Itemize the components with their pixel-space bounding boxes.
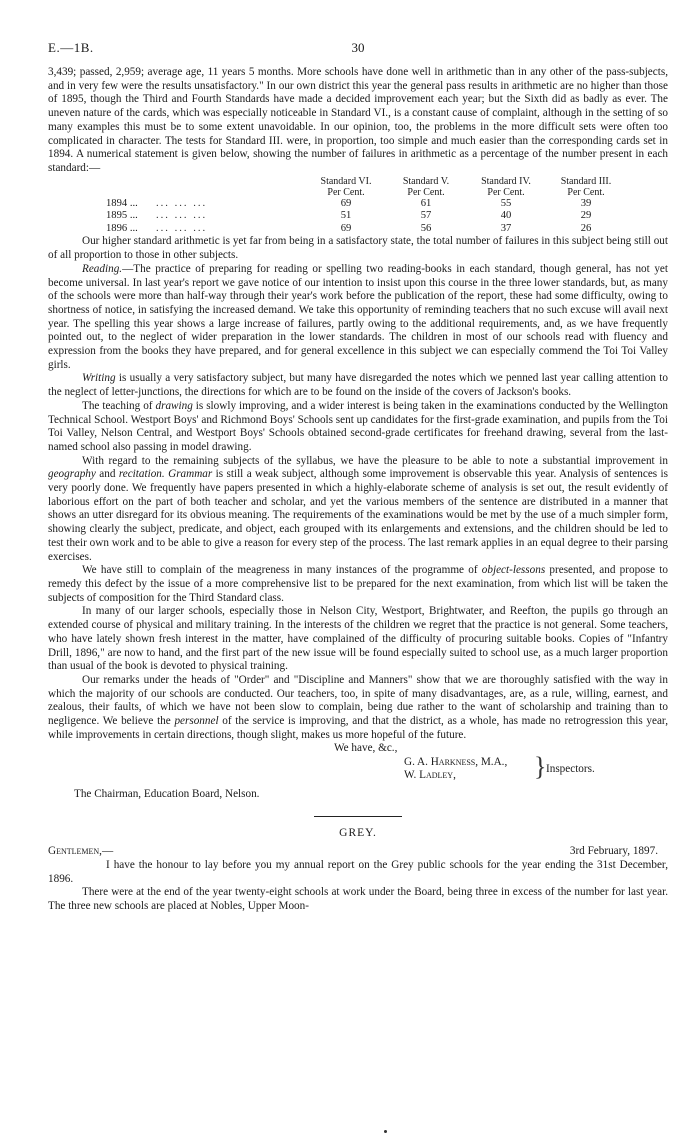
- document-body: [48, 66, 668, 914]
- personnel-term: personnel: [174, 715, 219, 728]
- drawing-text-a: The teaching of: [82, 399, 156, 412]
- object-lessons-term: object-lessons: [481, 564, 546, 577]
- closing: We have, &c.,: [334, 742, 398, 755]
- cell-value: 40: [500, 210, 512, 222]
- unit-std-v: Per Cent.: [407, 186, 445, 198]
- grammar-term: Grammar: [168, 468, 213, 481]
- cell-value: 61: [420, 197, 432, 209]
- cell-value: 56: [420, 222, 432, 234]
- paragraph-writing: [48, 372, 668, 399]
- writing-heading: Writing: [82, 372, 116, 385]
- paragraph-arithmetic: 3,439; passed, 2,959; average age, 11 years 5 months. More schools have done well in arithmetic than in any other of the pass-subjects, and in very few were the results unsatisfactory." In our own district this year the general pass results in arithmetic are no higher than those of 1895, though the Third and Fourth Standards have made a decided improvement each year; but the Sixth did as badly as ever. The uneven nature of the cards, which was especially noticeable in Standard VI., is a constant cause of complaint, although in the setting of so many examples this must be to some extent unavoidable. In our opinion, too, the problems in the more difficult sets were often too complicated in character. The tests for Standard III. were, in proportion, too simple and much easier than the corresponding cards set in 1894. A numerical statement is given below, showing the number of failures in arithmetic as a percentage of the number present in each standard:—: [48, 66, 668, 174]
- page-header: [48, 40, 668, 56]
- subjects-text-c: is still a weak subject, although some improvement is observable this year. Analysis of sentences is very poorly done. We frequently have papers presented in which a highly-elaborate scheme of analysis is set out, the result evidently of laborious effort on the part of both teacher and scholar, and yet the various members of the sentence are distributed in a manner that shows an utter disregard for its obvious meaning. The requirements of the examinations would be met by the use of a much simpler form, showing clearly the subject, predicate, and object, each grouped with its enlargements and extensions, and the children should be led to test their own work and to be able to give a reason for every step of the process. The last remark applies in an equal degree to their parsing exercises.: [48, 468, 669, 563]
- paragraph-object-lessons: [48, 564, 668, 605]
- subjects-text-b: and: [95, 468, 119, 481]
- reading-heading: Reading.: [82, 262, 123, 275]
- cell-value: 57: [420, 210, 432, 222]
- header-std-iii: Standard III.: [560, 175, 612, 187]
- table-row: [106, 210, 626, 223]
- cell-value: 51: [340, 210, 352, 222]
- table-row: [106, 198, 626, 211]
- reading-text: —The practice of preparing for reading or spelling two reading-books in each standard, though general, has not yet become universal. In last year's report we gave notice of our intention to insist upon this course in the three lower standards, but, as many of the schools were more than half-way through their year's work before the publication of the report, these had some difficulty, owing to shortness of notice, in satisfying the increased demand. We take this opportunity of reminding teachers that no such excuse will avail next year. The spelling this year shows a large increase of failures, partly owing to the additional requirements, and, as we have frequently pointed out, to the neglect of wider preparation in the lower standards. The children in most of our schools read with fluency and expression from the books they have prepared, and for general excellence in this subject we can especially commend the Toi Toi Valley girls.: [48, 262, 668, 371]
- unit-std-iv: Per Cent.: [487, 186, 525, 198]
- unit-std-vi: Per Cent.: [327, 186, 365, 198]
- cell-value: 69: [340, 222, 352, 234]
- cell-value: 29: [580, 210, 592, 222]
- paragraph-grey-intro: I have the honour to lay before you my annual report on the Grey public schools for the year ending the 31st December, 1896.: [48, 858, 668, 885]
- unit-std-iii: Per Cent.: [567, 186, 605, 198]
- cell-value: 39: [580, 197, 592, 209]
- page-mark: [384, 1130, 387, 1133]
- paragraph-higher-arithmetic: Our higher standard arithmetic is yet far from being in a satisfactory state, the total number of failures in this subject being still out of all proportion to those in other subjects.: [48, 235, 668, 262]
- paragraph-remaining-subjects: [48, 455, 668, 565]
- signature-block: [48, 742, 668, 786]
- page-number: 30: [351, 40, 365, 55]
- row-leader: ... ... ...: [156, 197, 208, 209]
- salutation-line: [48, 845, 668, 859]
- cell-value: 69: [340, 197, 352, 209]
- addressee: The Chairman, Education Board, Nelson.: [74, 788, 260, 801]
- document-reference: E.—1B.: [48, 40, 94, 55]
- order-text-a: Our remarks under the heads of "Order" and "Discipline and Manners" show that we are thoroughly satisfied with the way in which the majority of our schools are conducted. Our teachers, too, in spite of many disadvantages, are, as a rule, willing, earnest, and zealous, their faults, of which we have not been slow to complain, being due rather to the want of scholarship and training than to negligence. We believe the: [48, 673, 668, 728]
- cell-value: 37: [500, 222, 512, 234]
- object-text-a: We have still to complain of the meagreness in many instances of the programme of: [82, 564, 482, 577]
- paragraph-physical-training: In many of our larger schools, especially those in Nelson City, Westport, Brightwater, and Reefton, the pupils go through an extended course of physical and military training. In the interests of the children we regret that the practice is not general. Some teachers, who have lately shown fresh interest in the matter, have complained of the difficulty of procuring suitable books. Copies of "Infantry Drill, 1896," are now to hand, and the first part of the new issue will be found especially suited to school use, as a much larger proportion than usual of the book is devoted to physical training.: [48, 605, 668, 673]
- drawing-term: drawing: [155, 399, 193, 412]
- signatory-ladley: W. Ladley,: [404, 769, 456, 782]
- brace-glyph: }: [534, 752, 547, 782]
- paragraph-reading: [48, 263, 668, 373]
- table-row: [106, 223, 626, 236]
- paragraph-drawing: [48, 400, 668, 455]
- object-text-b: presented, and propose to remedy this defect by the issue of a more comprehensive list to be prepared for the next examination, from which list will be taken the subjects of composition for the Third Standard class.: [48, 564, 669, 604]
- header-std-vi: Standard VI.: [320, 175, 372, 187]
- section-divider: [314, 816, 402, 817]
- row-leader: ... ... ...: [156, 210, 208, 222]
- header-std-iv: Standard IV.: [481, 175, 531, 187]
- signatory-role: Inspectors.: [546, 763, 595, 776]
- signatory-harkness: G. A. Harkness, M.A.,: [404, 756, 508, 769]
- row-leader: ... ... ...: [156, 222, 208, 234]
- salutation: Gentlemen,—: [48, 844, 114, 857]
- subjects-text-a: With regard to the remaining subjects of the syllabus, we have the pleasure to be able to note a substantial improvement in: [82, 454, 668, 467]
- cell-value: 26: [580, 222, 592, 234]
- recitation-term: recitation.: [118, 468, 165, 481]
- row-year: 1894 ...: [106, 197, 138, 209]
- section-title: GREY.: [339, 827, 377, 840]
- failures-table: [48, 176, 668, 236]
- header-std-v: Standard V.: [402, 175, 450, 187]
- row-year: 1896 ...: [106, 222, 138, 234]
- geography-term: geography: [48, 468, 96, 481]
- row-year: 1895 ...: [106, 210, 138, 222]
- paragraph-grey-schools: There were at the end of the year twenty-eight schools at work under the Board, being three in excess of the number for last year. The three new schools are placed at Nobles, Upper Moon-: [48, 886, 668, 912]
- drawing-text-b: is slowly improving, and a wider interest is being taken in the examinations conducted by the Wellington Technical School. Westport Boys' and Richmond Boys' Schools sent up candidates for the first-grade examination, and pupils from the Toi Toi Valley, Nelson Central, and Westport Boys' Schools obtained second-grade certificates for freehand drawing, several from the last-named school also passing in model drawing.: [48, 399, 669, 453]
- cell-value: 55: [500, 197, 512, 209]
- letter-date: 3rd February, 1897.: [569, 844, 658, 857]
- writing-text: is usually a very satisfactory subject, but many have disregarded the notes which we penned last year calling attention to the neglect of letter-junctions, the directions for which are to be found on the inside of the covers of Jackson's books.: [48, 372, 668, 399]
- order-text-b: of the service is improving, and that the district, as a whole, has made no retrogression this year, while improvements in certain directions, though slight, makes us more hopeful of the future.: [48, 715, 668, 741]
- paragraph-order-discipline: [48, 674, 668, 743]
